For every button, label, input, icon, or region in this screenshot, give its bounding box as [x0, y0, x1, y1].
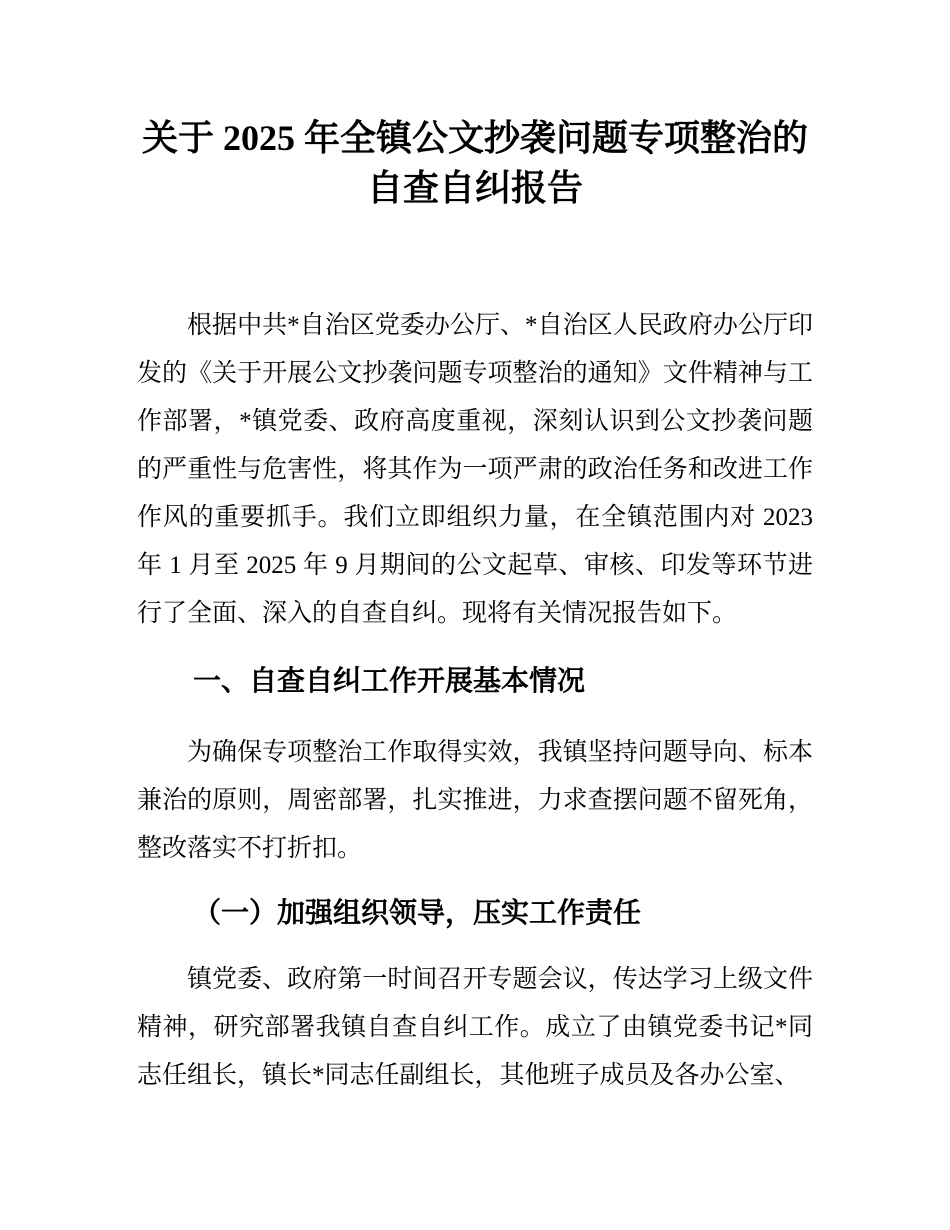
- section-paragraph-overview: 为确保专项整治工作取得实效，我镇坚持问题导向、标本兼治的原则，周密部署，扎实推进，力求查摆问题不留死角，整改落实不打折扣。: [137, 739, 813, 862]
- document-page: [137, 0, 813, 1100]
- subsection-heading-organization-leadership: （一）加强组织领导，压实工作责任: [193, 897, 642, 928]
- intro-paragraph: 根据中共*自治区党委办公厅、*自治区人民政府办公厅印发的《关于开展公文抄袭问题专项整治的通知》文件精神与工作部署，*镇党委、政府高度重视，深刻认识到公文抄袭问题的严重性与危害性，将其作为一项严肃的政治任务和改进工作作风的重要抓手。我们立即组织力量，在全镇范围内对 2023 年 1 月至 2025 年 9 月期间的公文起草、审核、印发等环节进行了全面、深入的自查自纠。现将有关情况报告如下。: [137, 312, 813, 627]
- document-title: 关于 2025 年全镇公文抄袭问题专项整治的自查自纠报告: [141, 118, 808, 208]
- section-paragraph-leadership: 镇党委、政府第一时间召开专题会议，传达学习上级文件精神，研究部署我镇自查自纠工作。成立了由镇党委书记*同志任组长，镇长*同志任副组长，其他班子成员及各办公室、: [137, 966, 813, 1089]
- section-heading-self-inspection-overview: 一、自查自纠工作开展基本情况: [193, 665, 586, 696]
